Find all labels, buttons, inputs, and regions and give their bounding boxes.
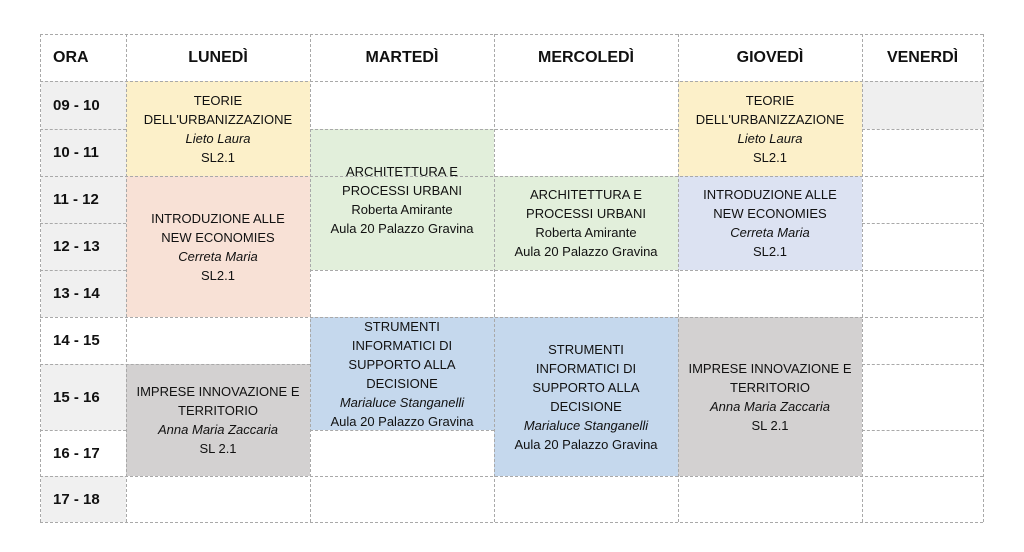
day-header-thursday: GIOVEDÌ — [736, 48, 804, 66]
course-name: ARCHITETTURA E PROCESSI URBANI — [342, 163, 462, 198]
course-room: Aula 20 Palazzo Gravina — [514, 244, 658, 259]
time-slot: 17 - 18 — [41, 476, 126, 522]
grid-line — [862, 364, 983, 365]
course-name: INTRODUZIONE ALLE NEW ECONOMIES — [703, 187, 837, 221]
course-strumenti-wednesday — [494, 317, 678, 476]
time-slot: 12 - 13 — [41, 223, 126, 270]
course-introduzione-monday — [126, 176, 310, 317]
course-name: TEORIE DELL'URBANIZZAZIONE — [143, 92, 293, 127]
empty-shaded-cell — [862, 81, 983, 129]
course-room: SL2.1 — [201, 267, 235, 283]
course-professor: Anna Maria Zaccaria — [158, 422, 278, 437]
course-name: ARCHITETTURA E PROCESSI URBANI — [526, 187, 646, 221]
course-introduzione-thursday — [678, 176, 862, 270]
grid-line — [40, 430, 126, 431]
course-teorie-monday — [126, 81, 310, 176]
course-professor: Anna Maria Zaccaria — [710, 398, 830, 414]
grid-line — [40, 223, 126, 224]
course-room: Aula 20 Palazzo Gravina — [330, 220, 474, 236]
grid-line — [310, 34, 311, 522]
course-imprese-thursday — [678, 317, 862, 476]
time-slot: 11 - 12 — [41, 176, 126, 223]
grid-line — [494, 34, 495, 522]
time-slot: 09 - 10 — [41, 81, 126, 129]
course-strumenti-tuesday — [310, 317, 494, 430]
grid-line — [40, 129, 126, 130]
grid-line — [862, 129, 983, 130]
grid-line — [40, 176, 983, 177]
grid-line — [40, 476, 983, 477]
time-slot: 15 - 16 — [41, 364, 126, 430]
day-header-monday: LUNEDÌ — [188, 48, 248, 66]
course-room: SL2.1 — [753, 149, 787, 165]
course-name: IMPRESE INNOVAZIONE E TERRITORIO — [688, 360, 852, 395]
course-name: STRUMENTI INFORMATICI DI SUPPORTO ALLA DECISIONE — [532, 341, 640, 414]
course-architettura-wednesday — [494, 176, 678, 270]
grid-line — [678, 34, 679, 522]
course-professor: Marialuce Stanganelli — [523, 417, 649, 433]
course-room: SL2.1 — [753, 244, 787, 259]
time-slot: 14 - 15 — [41, 317, 126, 364]
course-architettura-tuesday — [310, 129, 494, 270]
course-professor: Cerreta Maria — [178, 248, 258, 264]
grid-line — [40, 317, 983, 318]
grid-line — [40, 81, 983, 82]
course-room: SL 2.1 — [751, 417, 789, 433]
day-header-tuesday: MARTEDÌ — [365, 48, 439, 66]
course-professor: Lieto Laura — [185, 130, 251, 146]
day-header-wednesday: MERCOLEDÌ — [538, 48, 634, 66]
course-name: TEORIE DELL'URBANIZZAZIONE — [695, 92, 845, 127]
course-room: SL2.1 — [201, 149, 235, 165]
course-imprese-monday — [126, 364, 310, 476]
course-name: STRUMENTI INFORMATICI DI SUPPORTO ALLA DECISIONE — [348, 318, 456, 391]
course-professor: Roberta Amirante — [351, 201, 453, 217]
grid-line — [126, 34, 127, 522]
course-teorie-thursday — [678, 81, 862, 176]
grid-line — [40, 364, 310, 365]
grid-line — [862, 430, 983, 431]
time-slot: 10 - 11 — [41, 129, 126, 176]
grid-line — [983, 34, 984, 522]
course-room: SL 2.1 — [199, 441, 237, 456]
grid-line — [40, 34, 983, 35]
grid-line — [310, 270, 983, 271]
course-name: IMPRESE INNOVAZIONE E TERRITORIO — [136, 384, 300, 418]
grid-line — [862, 223, 983, 224]
grid-line — [862, 34, 863, 522]
grid-line — [40, 34, 41, 522]
course-professor: Roberta Amirante — [535, 225, 637, 240]
course-professor: Cerreta Maria — [730, 225, 810, 240]
grid-line — [40, 522, 983, 523]
course-room: Aula 20 Palazzo Gravina — [330, 413, 474, 429]
grid-line — [310, 430, 494, 431]
day-header-friday: VENERDÌ — [886, 48, 959, 66]
course-professor: Lieto Laura — [737, 130, 803, 146]
grid-line — [40, 270, 126, 271]
time-slot: 13 - 14 — [41, 270, 126, 317]
time-slot: 16 - 17 — [41, 430, 126, 476]
course-professor: Marialuce Stanganelli — [339, 394, 465, 410]
course-name: INTRODUZIONE ALLE NEW ECONOMIES — [151, 210, 285, 245]
course-room: Aula 20 Palazzo Gravina — [514, 436, 658, 452]
hour-column-header: ORA — [53, 48, 89, 66]
